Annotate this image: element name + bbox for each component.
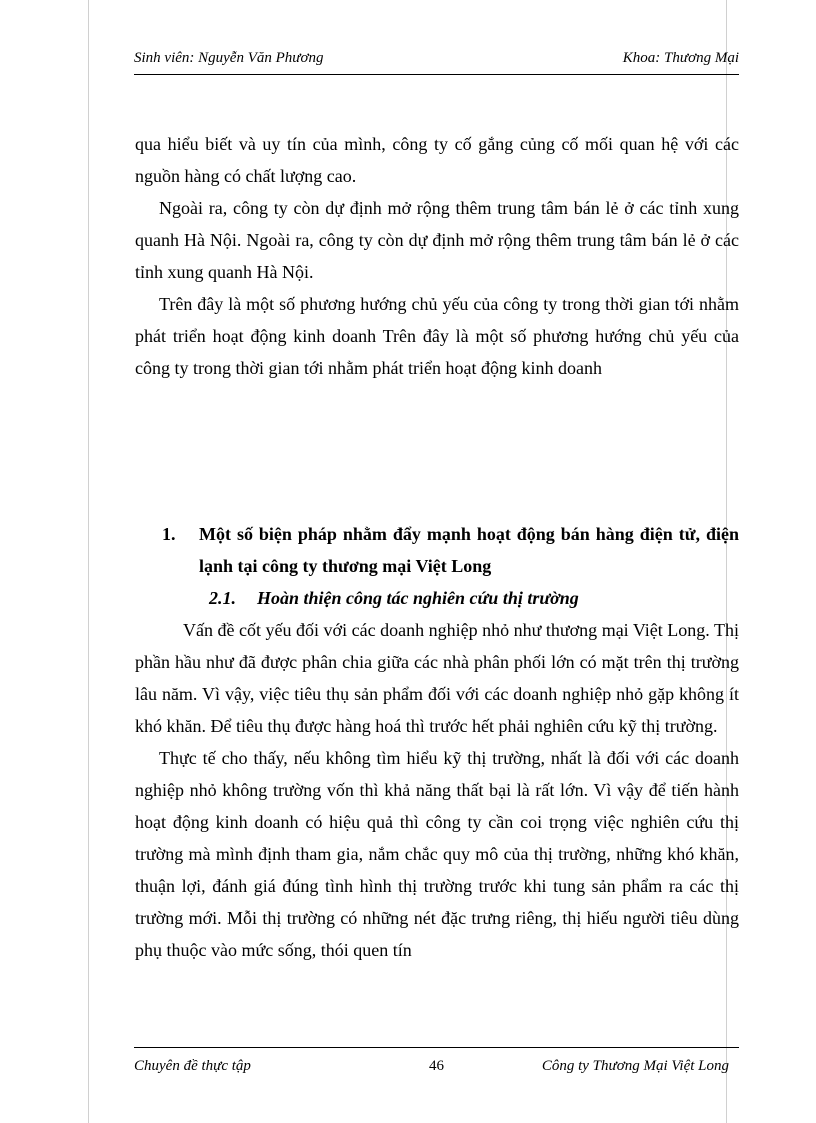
paragraph-core-issue: Vấn đề cốt yếu đối với các doanh nghiệp nhỏ như thương mại Việt Long. Thị phần hầu như đã được phân chia giữa các nhà phân phối lớn có mặt trên thị trường lâu năm. Vì vậy, việc tiêu thụ sản phẩm đối với các doanh nghiệp nhỏ gặp không ít khó khăn. Để tiêu thụ được hàng hoá thì trước hết phải nghiên cứu kỹ thị trường. [135,620,739,736]
page-footer [134,1058,739,1078]
header-student: Sinh viên: Nguyễn Văn Phương [134,50,324,66]
header-faculty: Khoa: Thương Mại [622,50,739,66]
page-number: 46 [429,1058,444,1074]
subsection-heading [135,582,739,614]
section-number: 1. [162,524,176,544]
header-rule [134,74,739,75]
footer-rule [134,1047,739,1048]
section-title: Một số biện pháp nhằm đẩy mạnh hoạt động bán hàng điện tử, điện lạnh tại công ty thương mại Việt Long [199,524,739,576]
subsection-number: 2.1. [209,588,236,608]
section-heading [135,518,739,582]
footer-company: Công ty Thương Mại Việt Long [541,1058,729,1074]
page-header [134,50,739,67]
top-text-block [135,128,739,384]
section-block [135,518,739,966]
paragraph-directions: Trên đây là một số phương hướng chủ yếu của công ty trong thời gian tới nhằm phát triển hoạt động kinh doanh Trên đây là một số phương hướng chủ yếu của công ty trong thời gian tới nhằm phát triển hoạt động kinh doanh [135,294,739,378]
paragraph-expansion: Ngoài ra, công ty còn dự định mở rộng thêm trung tâm bán lẻ ở các tỉnh xung quanh Hà Nội. Ngoài ra, công ty còn dự định mở rộng thêm trung tâm bán lẻ ở các tỉnh xung quanh Hà Nội. [135,198,739,282]
paragraph-market-research: Thực tế cho thấy, nếu không tìm hiểu kỹ thị trường, nhất là đối với các doanh nghiệp nhỏ không trường vốn thì khả năng thất bại là rất lớn. Vì vậy để tiến hành hoạt động kinh doanh có hiệu quả thì công ty cần coi trọng việc nghiên cứu thị trường mà mình định tham gia, nắm chắc quy mô của thị trường, những khó khăn, thuận lợi, đánh giá đúng tình hình thị trường trước khi tung sản phẩm ra các thị trường mới. Mỗi thị trường có những nét đặc trưng riêng, thị hiếu người tiêu dùng phụ thuộc vào mức sống, thói quen tín [135,748,739,960]
subsection-title: Hoàn thiện công tác nghiên cứu thị trường [257,588,579,608]
left-margin-guide [88,0,89,1123]
paragraph-continuation: qua hiểu biết và uy tín của mình, công ty cố gắng củng cố mối quan hệ với các nguồn hàng có chất lượng cao. [135,134,739,186]
footer-title: Chuyên đề thực tập [134,1058,251,1074]
